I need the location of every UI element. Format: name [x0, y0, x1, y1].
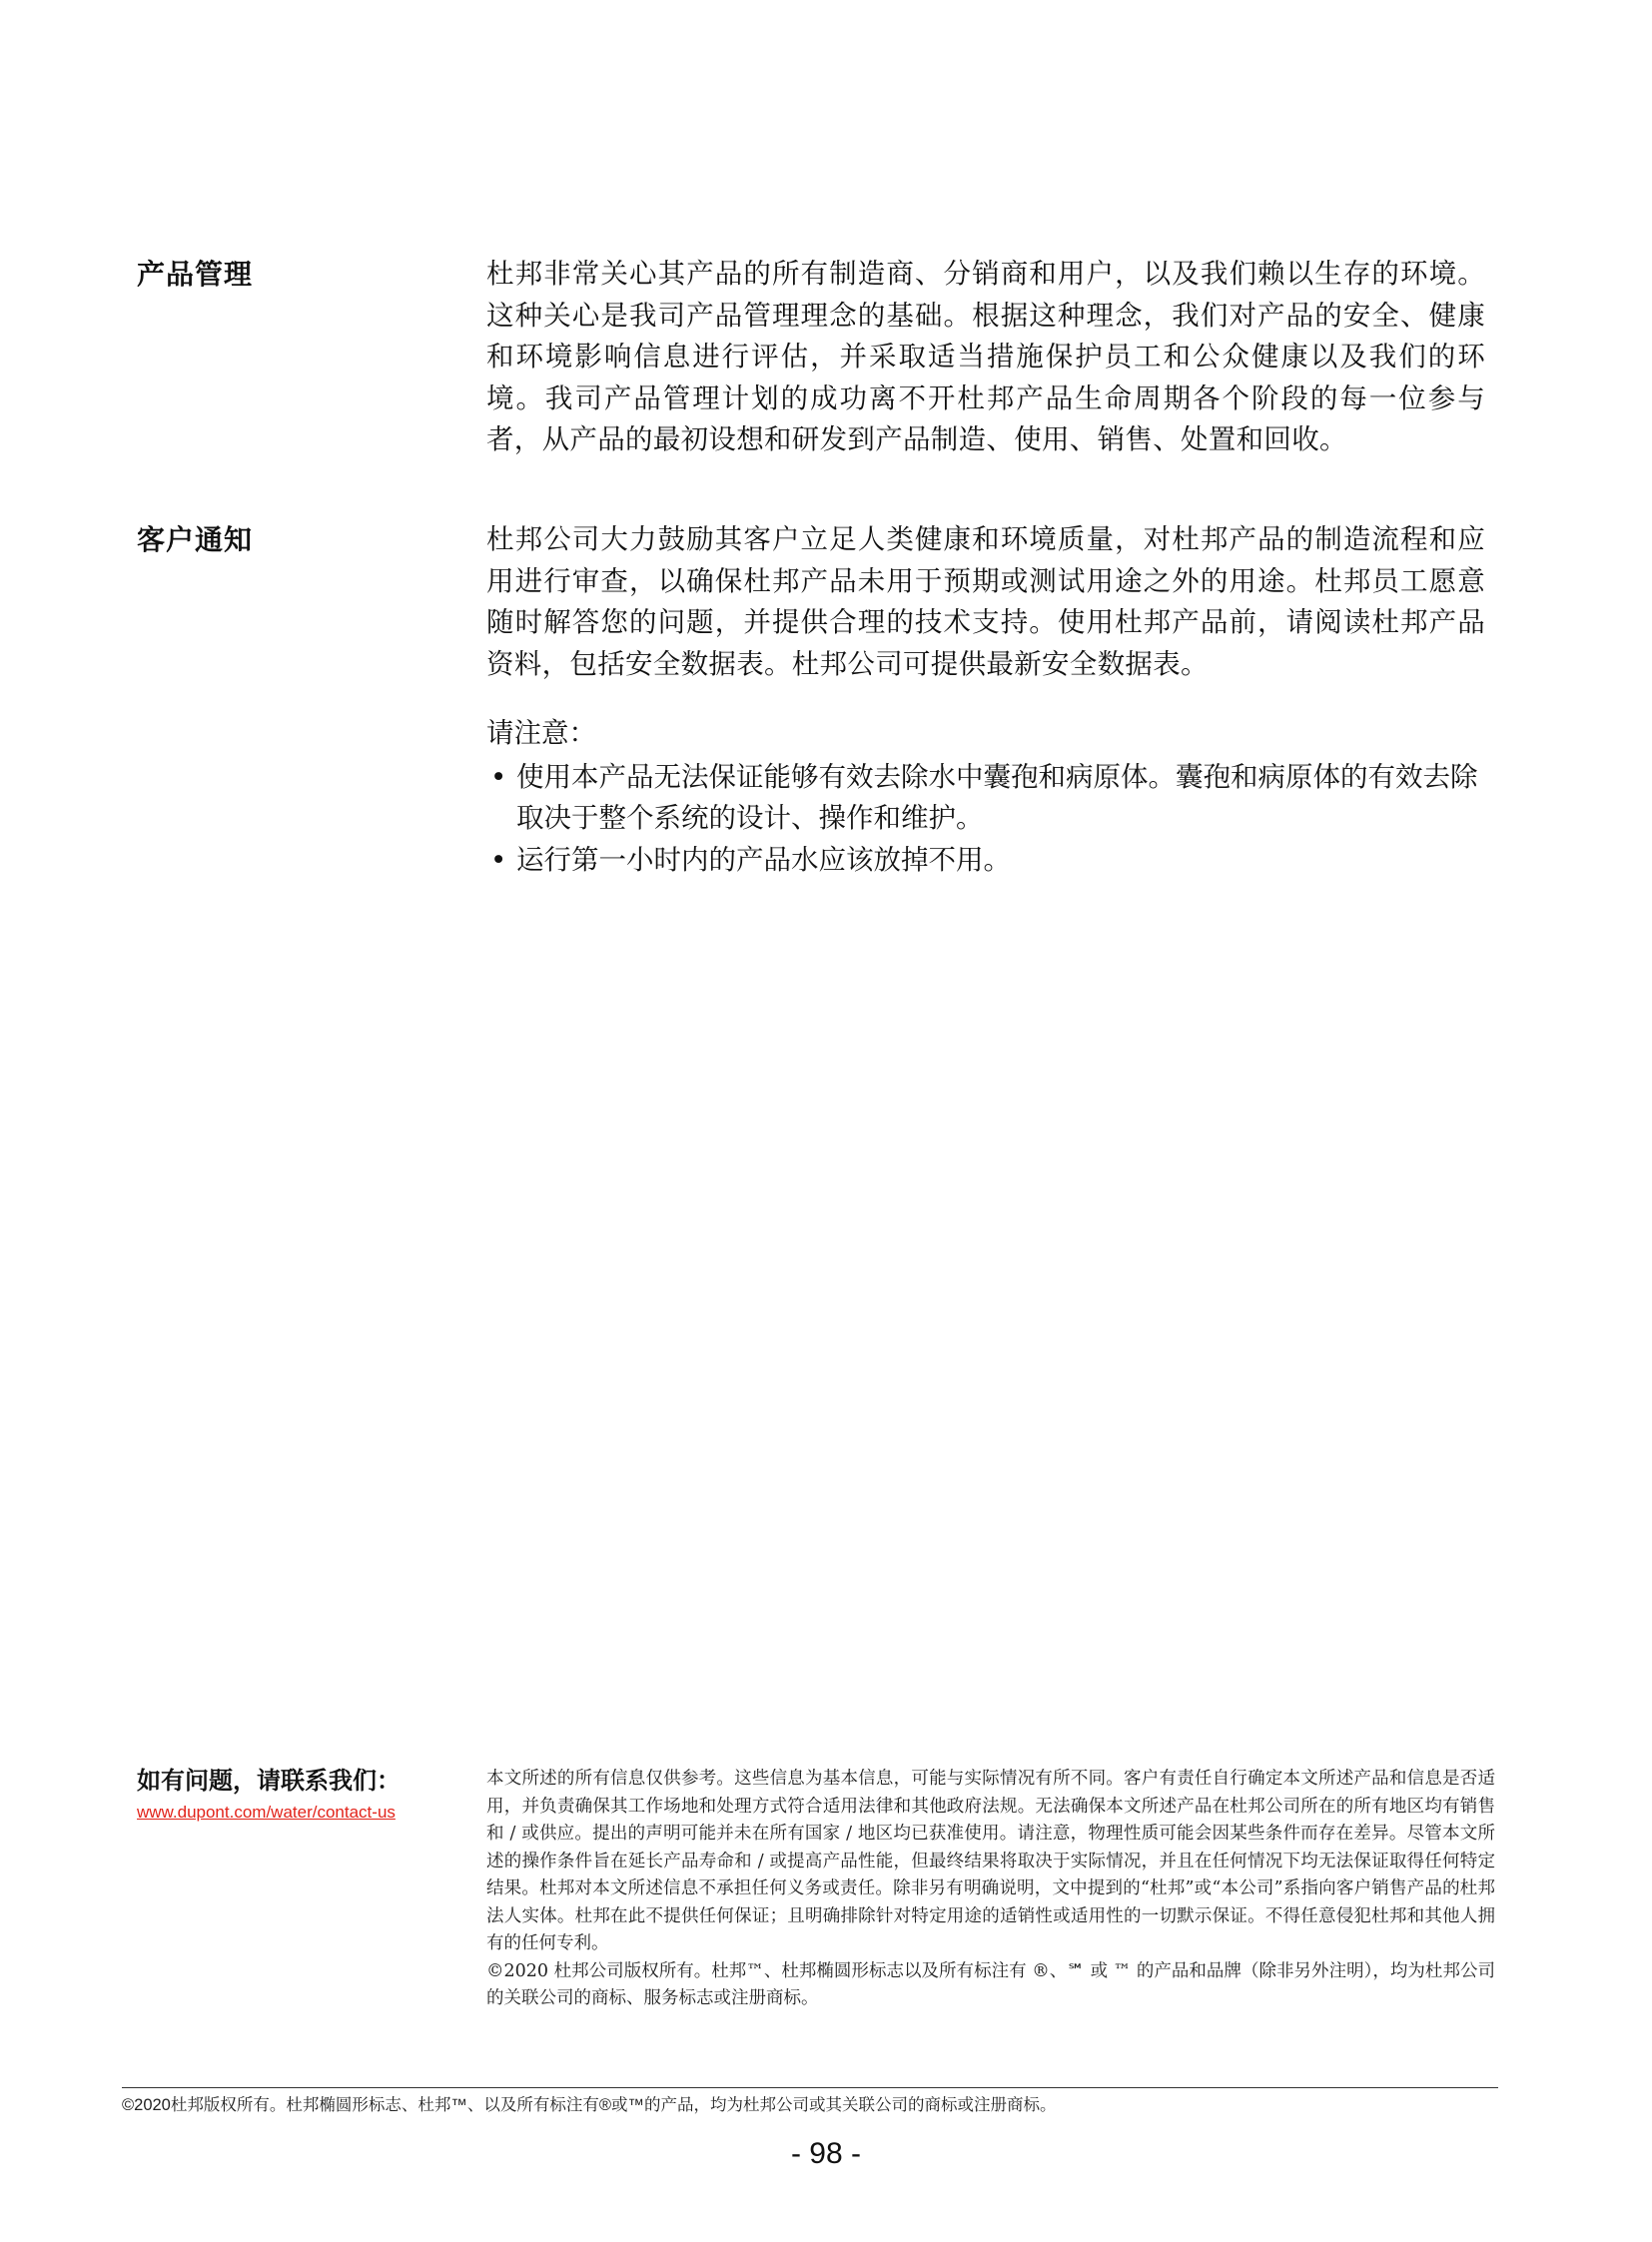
footer-copyright: ©2020杜邦版权所有。杜邦椭圆形标志、杜邦™、以及所有标注有®或™的产品，均为杜邦公司或其关联公司的商标或注册商标。	[122, 2096, 1057, 2114]
section-body-product-stewardship	[486, 254, 1485, 461]
contact-block	[137, 1764, 466, 1828]
notes-list	[486, 757, 1495, 882]
paragraph-product-stewardship: 杜邦非常关心其产品的所有制造商、分销商和用户，以及我们赖以生存的环境。这种关心是我司产品管理理念的基础。根据这种理念，我们对产品的安全、健康和环境影响信息进行评估，并采取适当措施保护员工和公众健康以及我们的环境。我司产品管理计划的成功离不开杜邦产品生命周期各个阶段的每一位参与者，从产品的最初设想和研发到产品制造、使用、销售、处置和回收。	[486, 258, 1485, 455]
contact-title: 如有问题，请联系我们：	[137, 1766, 401, 1795]
notes-list-item	[486, 840, 1495, 882]
notes-item-text: 使用本产品无法保证能够有效去除水中囊孢和病原体。囊孢和病原体的有效去除取决于整个系统的设计、操作和维护。	[516, 760, 1478, 834]
footer-divider	[122, 2087, 1498, 2088]
section-label-product-stewardship: 产品管理	[137, 258, 254, 291]
page-number: - 98 -	[790, 2137, 862, 2170]
section-label-customer-notice: 客户通知	[137, 523, 254, 556]
notes-item-text: 运行第一小时内的产品水应该放掉不用。	[516, 843, 1011, 876]
disclaimer-block	[486, 1766, 1495, 2013]
notes-list-item	[486, 757, 1495, 840]
disclaimer-trademark-paragraph: ©2020 杜邦公司版权所有。杜邦™、杜邦椭圆形标志以及所有标注有 ®、℠ 或 ™ 的产品和品牌（除非另外注明），均为杜邦公司的关联公司的商标、服务标志或注册商标。	[486, 1960, 1495, 2008]
bullet-icon: •	[490, 760, 507, 793]
contact-link[interactable]: www.dupont.com/water/contact-us	[137, 1803, 396, 1822]
section-body-customer-notice	[486, 519, 1485, 685]
disclaimer-paragraph: 本文所述的所有信息仅供参考。这些信息为基本信息，可能与实际情况有所不同。客户有责任自行确定本文所述产品和信息是否适用，并负责确保其工作场地和处理方式符合适用法律和其他政府法规。无法确保本文所述产品在杜邦公司所在的所有地区均有销售和 / 或供应。提出的声明可能并未在所有国家 / 地区均已获准使用。请注意，物理性质可能会因某些条件而存在差异。尽管本文所述的操作条件旨在延长产品寿命和 / 或提高产品性能，但最终结果将取决于实际情况，并且在任何情况下均无法保证取得任何特定结果。杜邦对本文所述信息不承担任何义务或责任。除非另有明确说明，文中提到的“杜邦”或“本公司”系指向客户销售产品的杜邦法人实体。杜邦在此不提供任何保证；且明确排除针对特定用途的适销性或适用性的一切默示保证。不得任意侵犯杜邦和其他人拥有的任何专利。	[486, 1769, 1495, 1953]
notes-block	[486, 713, 1495, 881]
notes-title: 请注意：	[486, 717, 596, 749]
paragraph-customer-notice: 杜邦公司大力鼓励其客户立足人类健康和环境质量，对杜邦产品的制造流程和应用进行审查，以确保杜邦产品未用于预期或测试用途之外的用途。杜邦员工愿意随时解答您的问题，并提供合理的技术支持。使用杜邦产品前，请阅读杜邦产品资料，包括安全数据表。杜邦公司可提供最新安全数据表。	[486, 523, 1485, 680]
bullet-icon: •	[490, 843, 507, 876]
